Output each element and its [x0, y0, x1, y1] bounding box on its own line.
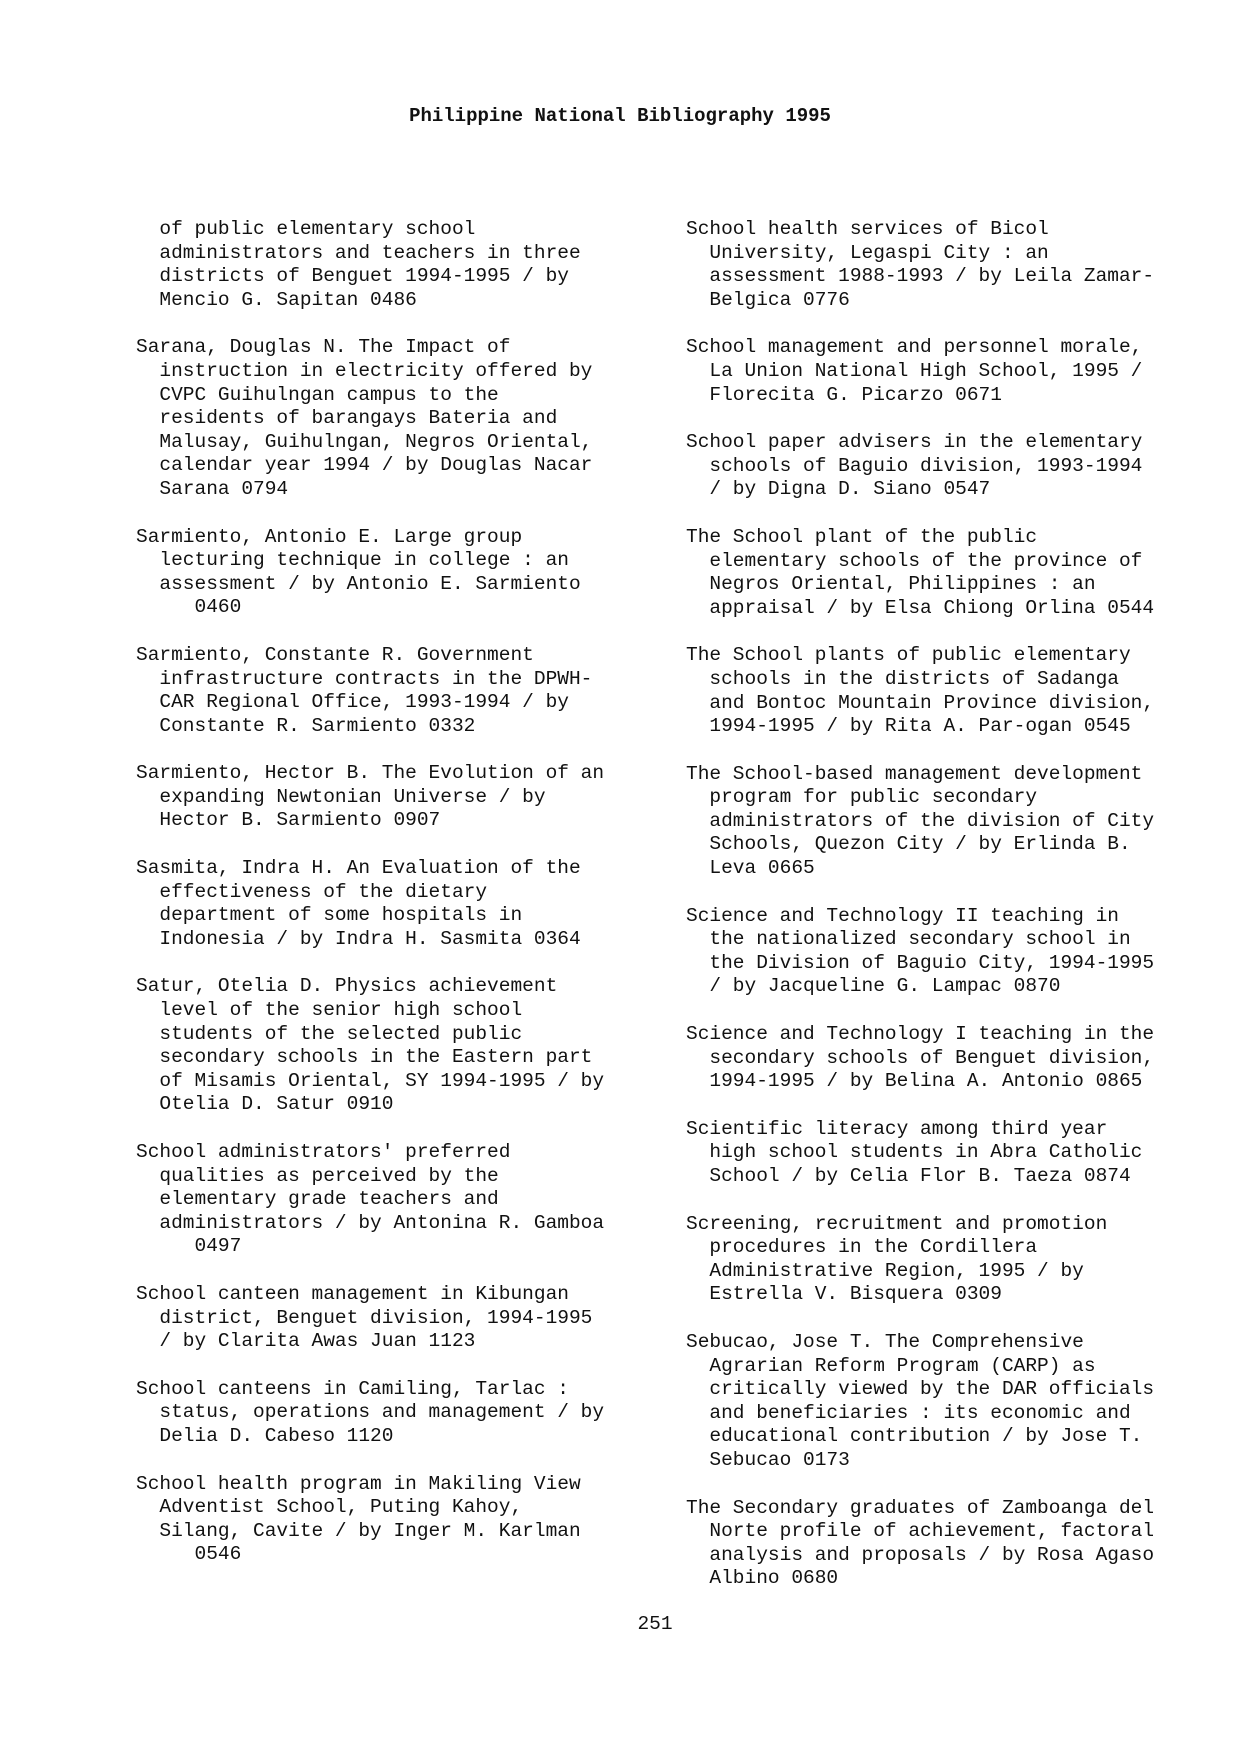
- bibliography-entry: Sasmita, Indra H. An Evaluation of the effectiveness of the dietary department of some hospitals in Indonesia / by Indra H. Sasmita 0364: [136, 857, 581, 950]
- bibliography-entry: Sarana, Douglas N. The Impact of instruction in electricity offered by CVPC Guihulngan campus to the residents of barangays Bateria and Malusay, Guihulngan, Negros Oriental, calendar year 1994 / by Douglas Nacar Sarana 0794: [136, 336, 593, 500]
- bibliography-entry: Sarmiento, Antonio E. Large group lecturing technique in college : an assessment / by Antonio E. Sarmiento 0460: [136, 525, 581, 619]
- bibliography-entry: School management and personnel morale, La Union National High School, 1995 / Florecita G. Picarzo 0671: [686, 336, 1143, 406]
- bibliography-entry: Science and Technology II teaching in the nationalized secondary school in the Division of Baguio City, 1994-1995 / by Jacqueline G. Lampac 0870: [686, 904, 1155, 998]
- bibliography-entry: School canteens in Camiling, Tarlac : status, operations and management / by Delia D. Cabeso 1120: [136, 1377, 605, 1447]
- page-number: 251: [637, 1613, 673, 1635]
- bibliography-entry: The School-based management development program for public secondary administrators of the division of City Schools, Quezon City / by Erlinda B. Leva 0665: [686, 762, 1155, 880]
- bibliography-entry: The Secondary graduates of Zamboanga del Norte profile of achievement, factoral analysis and proposals / by Rosa Agaso Albino 0680: [686, 1496, 1155, 1590]
- bibliography-entry: School canteen management in Kibungan district, Benguet division, 1994-1995 / by Clarita Awas Juan 1123: [136, 1282, 593, 1353]
- bibliography-entry: The School plants of public elementary schools in the districts of Sadanga and Bontoc Mountain Province division, 1994-1995 / by Rita A. Par-ogan 0545: [686, 644, 1155, 738]
- bibliography-entry: Sarmiento, Hector B. The Evolution of an expanding Newtonian Universe / by Hector B. Sarmiento 0907: [136, 762, 605, 832]
- right-column: [686, 218, 1226, 1615]
- bibliography-entry: School health services of Bicol University, Legaspi City : an assessment 1988-1993 / by Leila Zamar- Belgica 0776: [686, 218, 1155, 311]
- page-title: Philippine National Bibliography 1995: [409, 105, 831, 127]
- bibliography-entry: Sebucao, Jose T. The Comprehensive Agrarian Reform Program (CARP) as critically viewed by the DAR officials and beneficiaries : its economic and educational contribution / by Jose T. Sebucao 0173: [686, 1330, 1155, 1471]
- bibliography-entry: School paper advisers in the elementary schools of Baguio division, 1993-1994 / by Digna D. Siano 0547: [686, 431, 1143, 501]
- left-column: [136, 218, 676, 1591]
- bibliography-entry: Satur, Otelia D. Physics achievement level of the senior high school students of the selected public secondary schools in the Eastern part of Misamis Oriental, SY 1994-1995 / by Otelia D. Satur 0910: [136, 975, 605, 1116]
- bibliography-entry: Science and Technology I teaching in the secondary schools of Benguet division, 1994-1995 / by Belina A. Antonio 0865: [686, 1023, 1155, 1093]
- bibliography-entry: School administrators' preferred qualities as perceived by the elementary grade teachers and administrators / by Antonina R. Gamboa 0497: [136, 1141, 605, 1258]
- bibliography-entry: The School plant of the public elementary schools of the province of Negros Oriental, Philippines : an appraisal / by Elsa Chiong Orlina 0544: [686, 525, 1155, 619]
- bibliography-entry: of public elementary school administrators and teachers in three districts of Benguet 1994-1995 / by Mencio G. Sapitan 0486: [159, 218, 581, 311]
- bibliography-entry: School health program in Makiling View Adventist School, Puting Kahoy, Silang, Cavite / by Inger M. Karlman 0546: [136, 1472, 581, 1566]
- bibliography-entry: Screening, recruitment and promotion procedures in the Cordillera Administrative Region, 1995 / by Estrella V. Bisquera 0309: [686, 1212, 1108, 1306]
- bibliography-entry: Scientific literacy among third year high school students in Abra Catholic School / by Celia Flor B. Taeza 0874: [686, 1117, 1143, 1187]
- bibliography-entry: Sarmiento, Constante R. Government infrastructure contracts in the DPWH- CAR Regional Office, 1993-1994 / by Constante R. Sarmiento 0332: [136, 643, 593, 737]
